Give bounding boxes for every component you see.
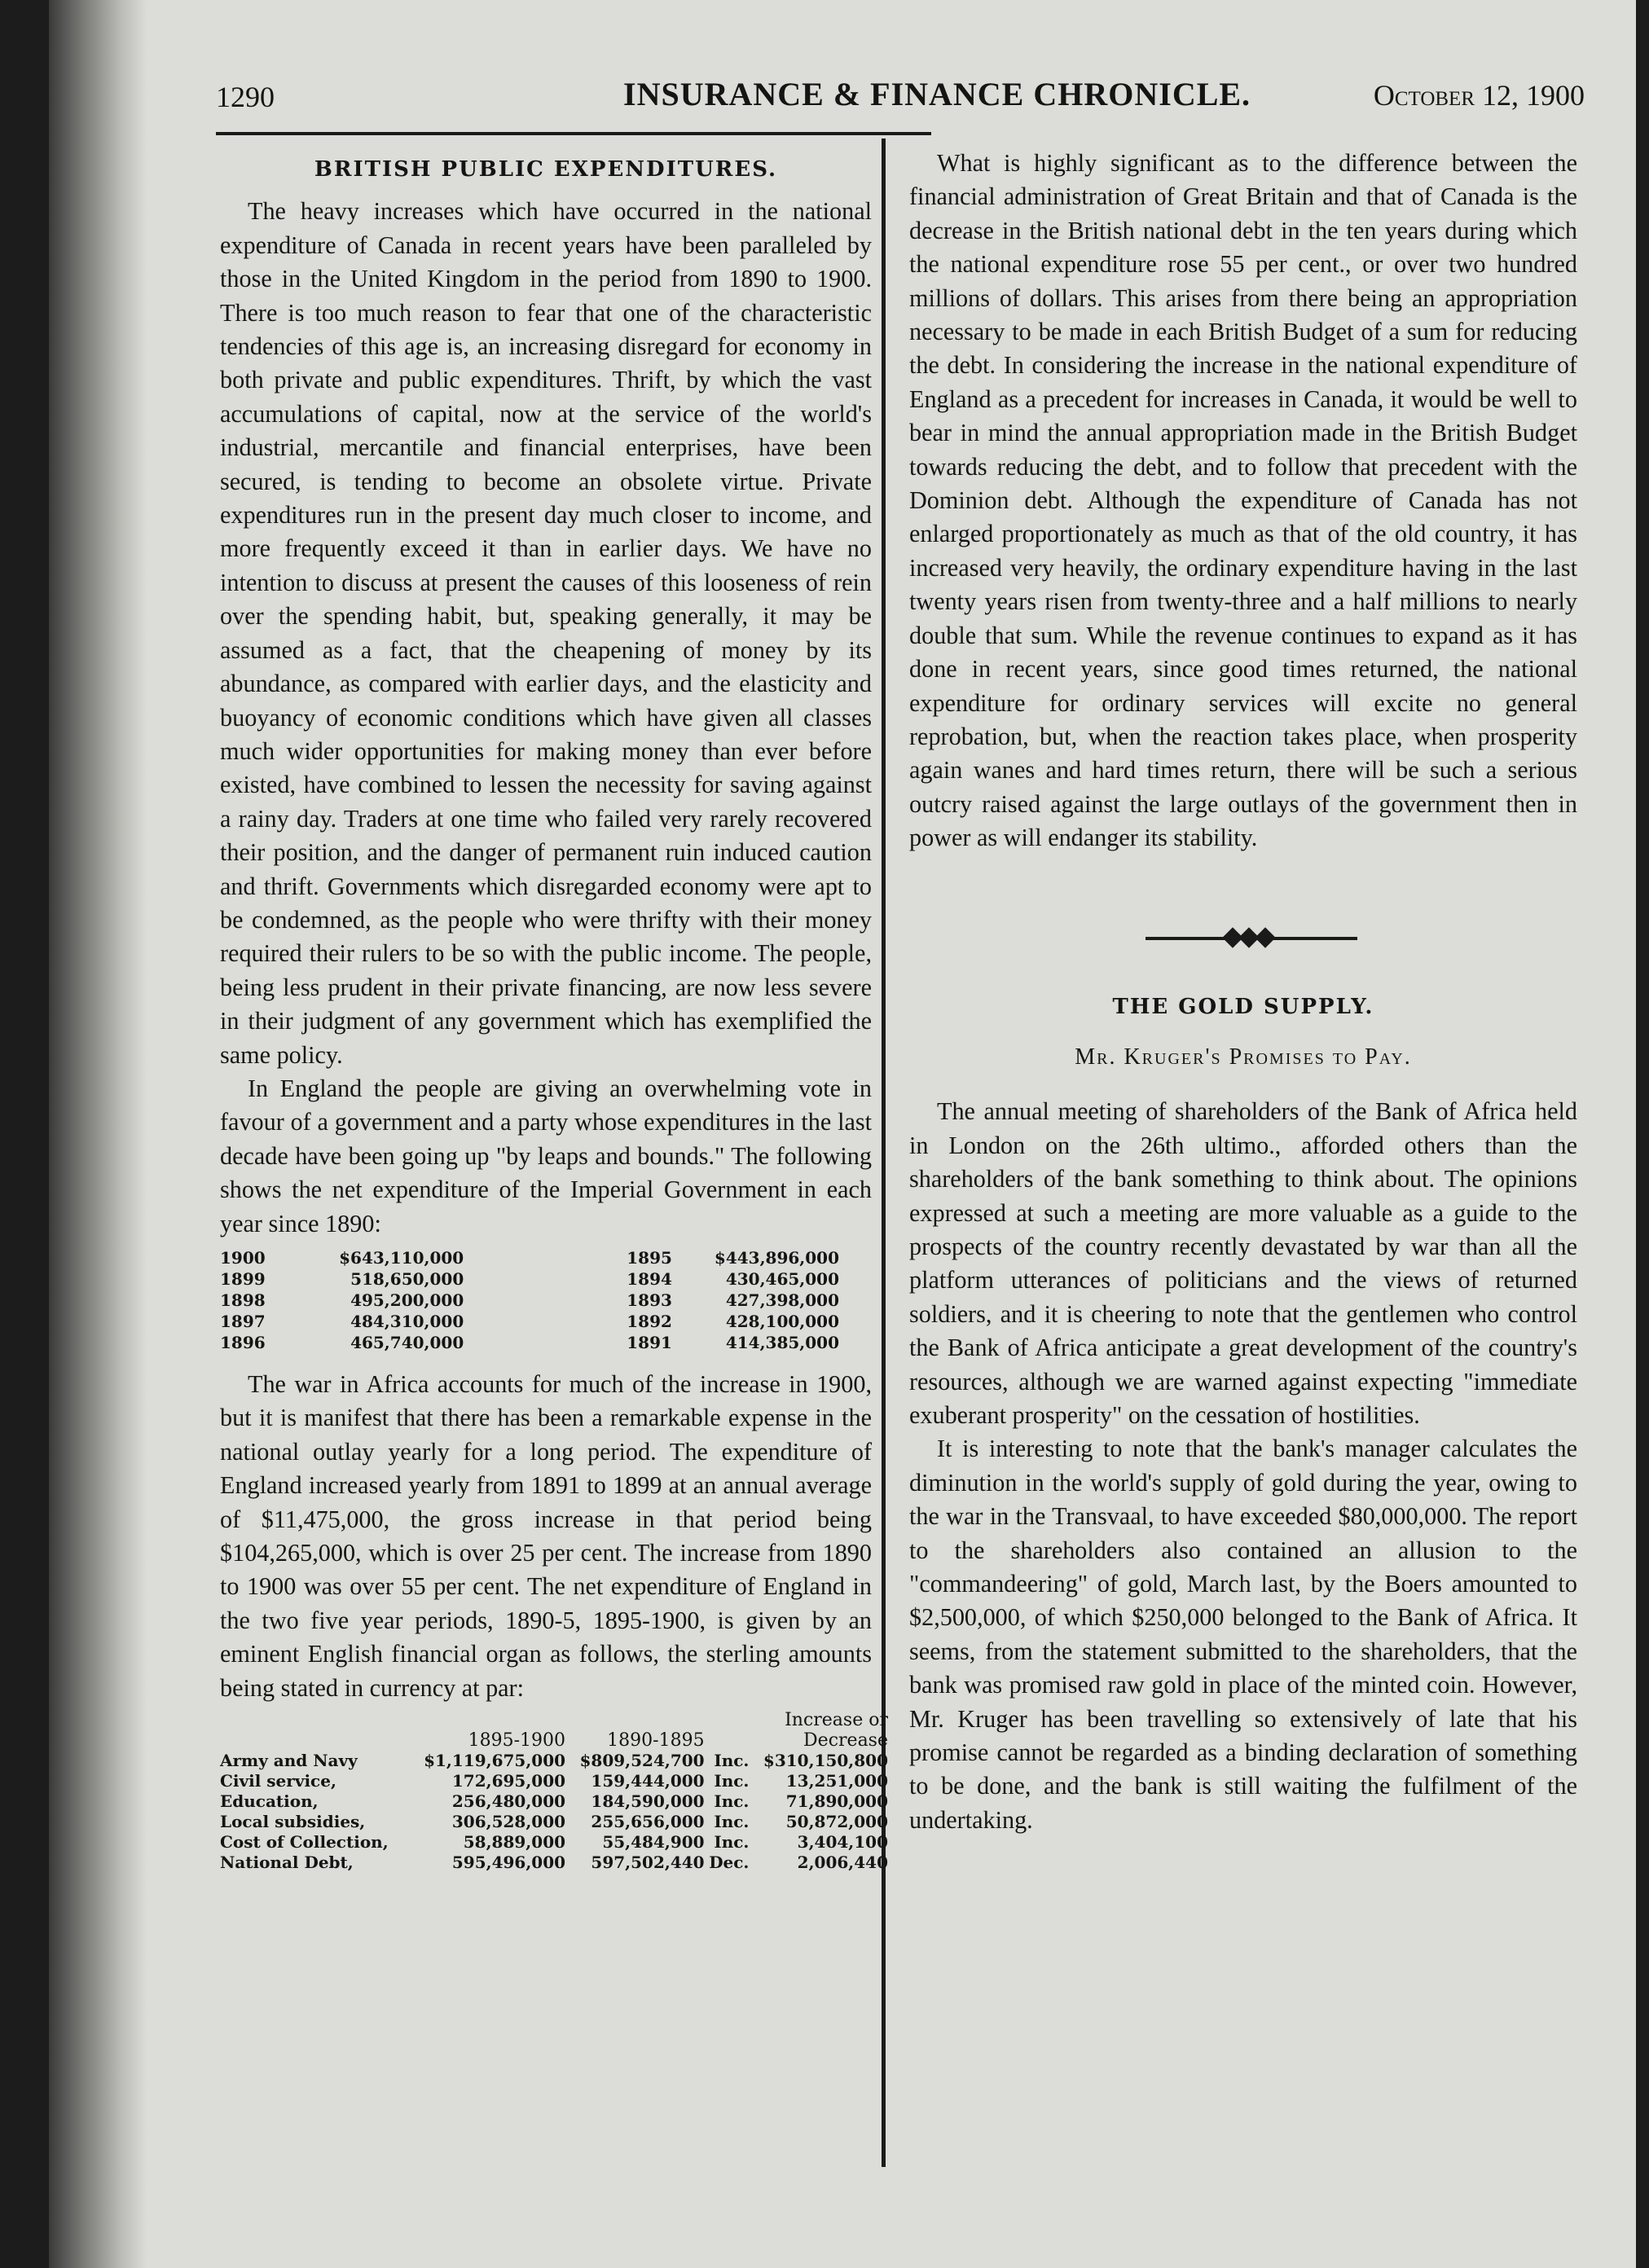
article-subheading: Mr. Kruger's Promises to Pay. bbox=[1075, 1044, 1412, 1070]
newspaper-page bbox=[49, 0, 1636, 2268]
paragraph: The heavy increases which have occurred in the national expenditure of Canada in recent years have been paralleled by those in the United Kingdom in the period from 1890 to 1900. There is too much reason to fear that one of the characteristic tendencies of this age is, an increasing disregard for economy in both private and public expenditures. Thrift, by which the vast accumulations of capital, now at the service of the world's industrial, mercantile and financial enterprises, have been secured, is tending to become an obsolete virtue. Private expenditures run in the present day much closer to income, and more frequently exceed it than in earlier days. We have no intention to discuss at present the causes of this looseness of rein over the spending habit, but, speaking generally, it may be assumed as a fact, that the cheapening of money by its abundance, as compared with earlier days, and the elasticity and buoyancy of economic conditions which have given all classes much wider opportunities for making money than ever before existed, have combined to lessen the necessity for saving against a rainy day. Traders at one time who failed very rarely recovered their position, and the danger of permanent ruin induced caution and thrift. Governments which disregarded economy were apt to be condemned, as the people who were thrifty with their money required their rulers to be so with the public income. The people, being less prudent in their private financing, are now less severe in their judgment of any government which has exemplified the same policy. bbox=[220, 197, 872, 1069]
article-heading-expenditures: BRITISH PUBLIC EXPENDITURES. bbox=[314, 157, 778, 182]
page-header bbox=[216, 75, 1585, 116]
table-row: 1898 495,200,000 1893 427,398,000 bbox=[220, 1290, 839, 1310]
expenditure-by-year-table bbox=[220, 1247, 872, 1353]
table-header-row bbox=[220, 1730, 888, 1751]
table-row: Education, 256,480,000 184,590,000 Inc. 71,890,000 bbox=[220, 1791, 888, 1812]
column-header: Increase or bbox=[785, 1710, 888, 1731]
paragraph: What is highly significant as to the difference between the financial administration of Great Britain and that of Canada is the decrease in the British national debt in the ten years during which the national expenditure rose 55 per cent., or over two hundred millions of dollars. This arises from there being an appropriation necessary to be made in each British Budget of a sum for reducing the debt. In considering the increase in the national expenditure of England as a precedent for increases in Canada, it would be well to bear in mind the annual appropriation made in the British Budget towards reducing the debt, and to follow that precedent with the Dominion debt. Although the expenditure of Canada has not enlarged proportionately as much as that of the old country, it has increased very heavily, the ordinary expenditure having in the last twenty years risen from twenty-three and a half millions to nearly double that sum. While the revenue continues to expand as it has done in recent years, since good times returned, the national expenditure for ordinary services will excite no general reprobation, but, when the reaction takes place, when prosperity again wanes and hard times return, there will be such a serious outcry raised against the large outlays of the government then in power as will endanger its stability. bbox=[909, 149, 1577, 852]
table-row: 1897 484,310,000 1892 428,100,000 bbox=[220, 1312, 839, 1331]
publication-title: INSURANCE & FINANCE CHRONICLE. bbox=[623, 76, 1251, 112]
column-header: Decrease bbox=[803, 1730, 888, 1752]
table-row: Army and Navy $1,119,675,000 $809,524,700 Inc. $310,150,800 bbox=[220, 1751, 888, 1771]
paragraph: It is interesting to note that the bank's manager calculates the diminution in the world's supply of gold during the year, owing to the war in the Transvaal, to have exceeded $80,000,000. The report to the shareholders also contained an allusion to the "commandeering" of gold, March last, by the Boers amounted to $2,500,000, of which $250,000 belonged to the Bank of Africa. It seems, from the statement submitted to the shareholders, that the bank was promised raw gold in place of the minted coin. However, Mr. Kruger has been travelling so extensively of late that his promise cannot be regarded as a binding declaration of something to be done, and the bank is still waiting the fulfilment of the undertaking. bbox=[909, 1435, 1577, 1834]
table-row: Civil service, 172,695,000 159,444,000 Inc. 13,251,000 bbox=[220, 1771, 888, 1791]
table-row: Local subsidies, 306,528,000 255,656,000 Inc. 50,872,000 bbox=[220, 1812, 888, 1832]
ornament-diamond bbox=[1255, 927, 1275, 947]
table-row: 1899 518,650,000 1894 430,465,000 bbox=[220, 1269, 839, 1289]
table-row: Cost of Collection, 58,889,000 55,484,900 Inc. 3,404,100 bbox=[220, 1832, 888, 1853]
table-header-row bbox=[220, 1710, 888, 1730]
right-column bbox=[909, 147, 1577, 1837]
table-row: National Debt, 595,496,000 597,502,440 Dec. 2,006,440 bbox=[220, 1853, 888, 1873]
column-header: 1895-1900 bbox=[468, 1730, 566, 1752]
left-column bbox=[220, 153, 888, 1873]
article-heading-gold-supply: THE GOLD SUPPLY. bbox=[1112, 994, 1374, 1019]
header-rule bbox=[216, 132, 931, 135]
issue-date: October 12, 1900 bbox=[1373, 79, 1585, 112]
paragraph: In England the people are giving an overwhelming vote in favour of a government and a party whose expenditures in the last decade have been going up "by leaps and bounds." The following shows the net expenditure of the Imperial Government in each year since 1890: bbox=[220, 1074, 872, 1237]
page-binding-shadow bbox=[49, 0, 147, 2268]
table-row: 1896 465,740,000 1891 414,385,000 bbox=[220, 1333, 839, 1352]
column-header: 1890-1895 bbox=[607, 1730, 705, 1752]
section-ornament bbox=[909, 912, 1577, 961]
paragraph: The war in Africa accounts for much of the increase in 1900, but it is manifest that there has been a remarkable expense in the national outlay yearly for a long period. The expenditure of England increased yearly from 1891 to 1899 at an annual average of $11,475,000, the gross increase in that period being $104,265,000, which is over 25 per cent. The increase from 1890 to 1900 was over 55 per cent. The net expenditure of England in the two five year periods, 1890-5, 1895-1900, is given by an eminent English financial organ as follows, the sterling amounts being stated in currency at par: bbox=[220, 1370, 872, 1702]
page-number: 1290 bbox=[216, 81, 275, 113]
table-row: 1900 $643,110,000 1895 $443,896,000 bbox=[220, 1248, 839, 1268]
paragraph: The annual meeting of shareholders of the Bank of Africa held in London on the 26th ultimo., afforded others than the shareholders of the bank something to think about. The opinions expressed at such a meeting are more valuable as a guide to the prospects of the country recently devastated by war than all the platform utterances of politicians and the views of returned soldiers, and it is cheering to note that the gentlemen who control the Bank of Africa anticipate a great development of the country's resources, although we are warned against expecting "immediate exuberant prosperity" on the cessation of hostilities. bbox=[909, 1097, 1577, 1429]
five-year-comparison-table bbox=[220, 1710, 888, 1873]
